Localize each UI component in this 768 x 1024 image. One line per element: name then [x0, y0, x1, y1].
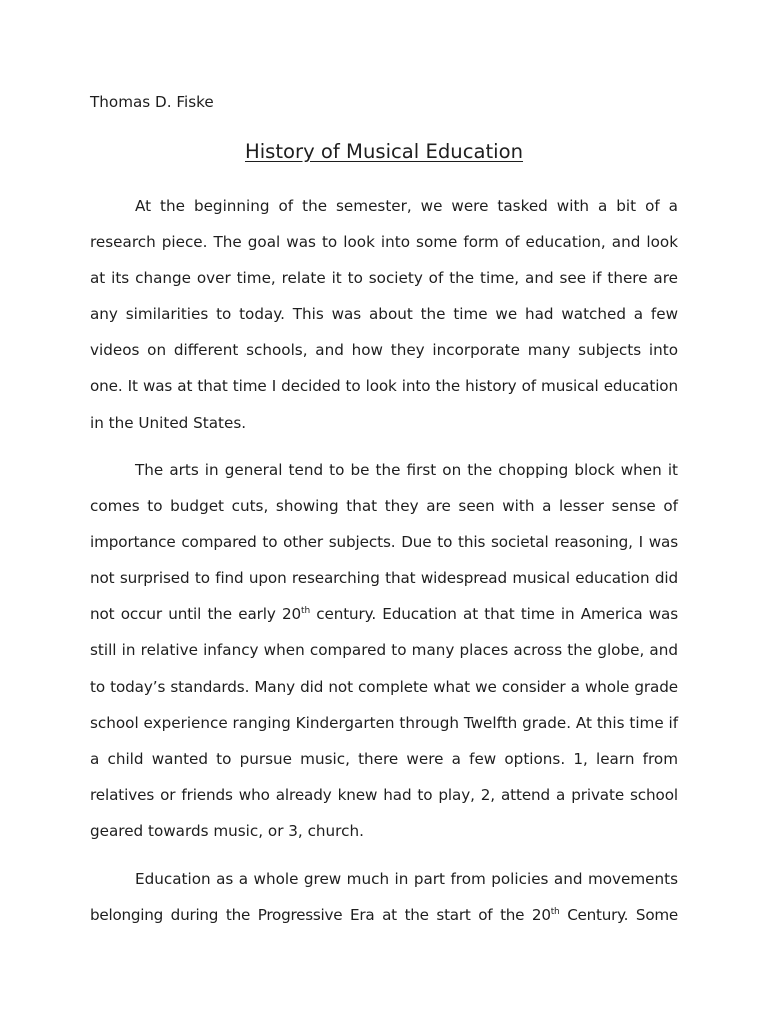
paragraph-3	[90, 861, 678, 933]
paragraph-line	[90, 596, 678, 632]
paragraph-line	[90, 897, 678, 933]
paragraph-line: a child wanted to pursue music, there were a few options. 1, learn from	[90, 749, 678, 768]
paragraph-line: not surprised to find upon researching that widespread musical education did	[90, 569, 678, 588]
paragraph-line: importance compared to other subjects. Due to this societal reasoning, I was	[90, 533, 678, 552]
paragraph-line: research piece. The goal was to look into some form of education, and look	[90, 233, 678, 252]
line-text-after: Century. Some	[559, 906, 678, 925]
paragraph-2	[90, 452, 678, 849]
ordinal-superscript: th	[550, 907, 560, 918]
paragraph-line: geared towards music, or 3, church.	[90, 821, 364, 840]
paragraph-1	[90, 188, 678, 441]
paragraph-line: relatives or friends who already knew had to play, 2, attend a private school	[90, 785, 678, 804]
ordinal-superscript: th	[301, 606, 311, 617]
line-text-after: century. Education at that time in America was	[310, 605, 678, 624]
line-text-before: belonging during the Progressive Era at the start of the 20	[90, 906, 551, 925]
paragraph-line: in the United States.	[90, 413, 247, 432]
paragraph-line: comes to budget cuts, showing that they are seen with a lesser sense of	[90, 497, 678, 516]
paragraph-line: to today’s standards. Many did not complete what we consider a whole grade	[90, 677, 678, 696]
paragraph-line: still in relative infancy when compared to many places across the globe, and	[90, 641, 678, 660]
paragraph-line: school experience ranging Kindergarten through Twelfth grade. At this time if	[90, 713, 679, 732]
paragraph-line: at its change over time, relate it to society of the time, and see if there are	[90, 269, 678, 288]
paragraph-line: any similarities to today. This was about the time we had watched a few	[90, 305, 678, 324]
paragraph-line: one. It was at that time I decided to look into the history of musical education	[90, 377, 678, 396]
paragraph-line: At the beginning of the semester, we were tasked with a bit of a	[135, 197, 678, 215]
author-name: Thomas D. Fiske	[90, 93, 214, 111]
paragraph-line: The arts in general tend to be the first on the chopping block when it	[135, 461, 678, 479]
document-title: History of Musical Education	[244, 140, 524, 163]
paragraph-line: Education as a whole grew much in part from policies and movements	[135, 870, 678, 888]
line-text-before: not occur until the early 20	[90, 605, 302, 624]
paragraph-line: videos on different schools, and how they incorporate many subjects into	[90, 341, 678, 360]
